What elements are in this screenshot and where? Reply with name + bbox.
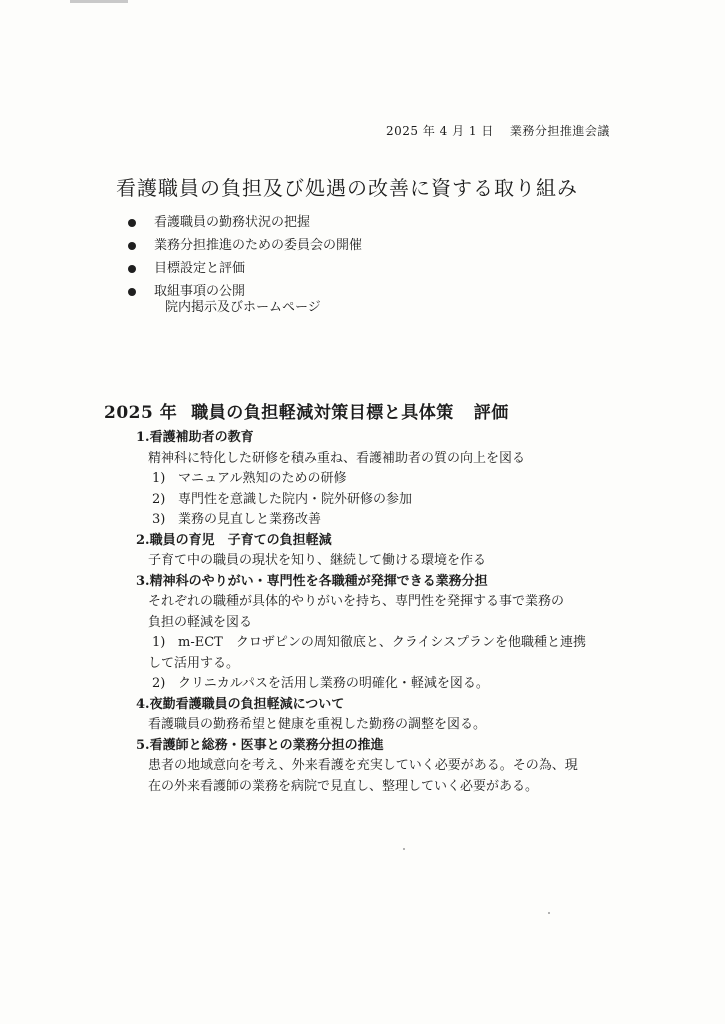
document-title: 看護職員の負担及び処遇の改善に資する取り組み xyxy=(116,176,578,200)
bullet-icon xyxy=(128,219,136,227)
bullet-icon xyxy=(128,288,136,296)
goal-description: 在の外来看護師の業務を病院で見直し、整理していく必要がある。 xyxy=(148,778,539,794)
goal-description: 子育て中の職員の現状を知り、継続して働ける環境を作る xyxy=(148,553,487,568)
goal-subitem xyxy=(136,469,656,490)
subitem-text: マニュアル熟知のための研修 xyxy=(178,471,347,486)
list-item-text: 取組事項の公開 xyxy=(154,284,246,299)
list-item xyxy=(128,257,362,280)
list-item-subtext: 院内掲示及びホームページ xyxy=(165,300,321,315)
subitem-number: 2) xyxy=(152,676,166,691)
goal-heading: 2.職員の育児 子育ての負担軽減 xyxy=(136,532,332,548)
subitem-text: クリニカルパスを活用し業務の明確化・軽減を図る。 xyxy=(178,676,489,691)
goals-sections xyxy=(136,428,656,797)
goal-description: 患者の地域意向を考え、外来看護を充実していく必要がある。その為、現 xyxy=(148,758,578,773)
goal-heading: 4.夜勤看護職員の負担軽減について xyxy=(136,696,345,712)
scan-speck xyxy=(548,912,550,914)
list-item xyxy=(128,234,362,257)
section-heading xyxy=(104,398,509,423)
bullet-icon xyxy=(128,265,136,273)
subitem-continuation: して活用する。 xyxy=(148,655,240,671)
subitem-number: 3) xyxy=(152,512,166,527)
section-eval-label: 評価 xyxy=(473,403,509,423)
goal-subitem xyxy=(136,510,656,531)
subitem-number: 2) xyxy=(152,491,166,507)
subitem-text: 専門性を意識した院内・院外研修の参加 xyxy=(178,491,413,507)
scan-speck xyxy=(403,848,405,850)
bullet-icon xyxy=(128,242,136,250)
goal-description: 精神科に特化した研修を積み重ね、看護補助者の質の向上を図る xyxy=(148,450,526,466)
initiatives-list xyxy=(128,211,362,303)
document-header xyxy=(386,122,610,139)
goal-description: それぞれの職種が具体的やりがいを持ち、専門性を発揮する事で業務の xyxy=(148,594,565,609)
list-item-text: 看護職員の勤務状況の把握 xyxy=(154,215,311,230)
section-title: 職員の負担軽減対策目標と具体策 xyxy=(191,403,454,423)
committee-name: 業務分担推進会議 xyxy=(509,124,610,138)
scan-artifact xyxy=(70,0,128,3)
goal-heading: 5.看護師と総務・医事との業務分担の推進 xyxy=(136,737,384,753)
goal-description: 看護職員の勤務希望と健康を重視した勤務の調整を図る。 xyxy=(148,717,487,732)
goal-subitem xyxy=(136,633,656,654)
subitem-number: 1) xyxy=(152,471,166,486)
list-item-text: 目標設定と評価 xyxy=(154,261,246,276)
goal-subitem xyxy=(136,490,656,511)
subitem-text: 業務の見直しと業務改善 xyxy=(178,512,322,527)
subitem-text: m-ECT クロザピンの周知徹底と、クライシスプランを他職種と連携 xyxy=(178,635,587,650)
subitem-number: 1) xyxy=(152,635,166,650)
list-item xyxy=(128,211,362,234)
list-item-text: 業務分担推進のための委員会の開催 xyxy=(154,238,363,253)
goal-heading: 3.精神科のやりがい・専門性を各職種が発揮できる業務分担 xyxy=(136,573,488,589)
goal-description: 負担の軽減を図る xyxy=(148,614,253,630)
section-year: 2025 年 xyxy=(104,403,178,423)
goal-subitem xyxy=(136,674,656,695)
document-date: 2025 年 4 月 1 日 xyxy=(386,124,494,138)
goal-heading: 1.看護補助者の教育 xyxy=(136,430,254,445)
